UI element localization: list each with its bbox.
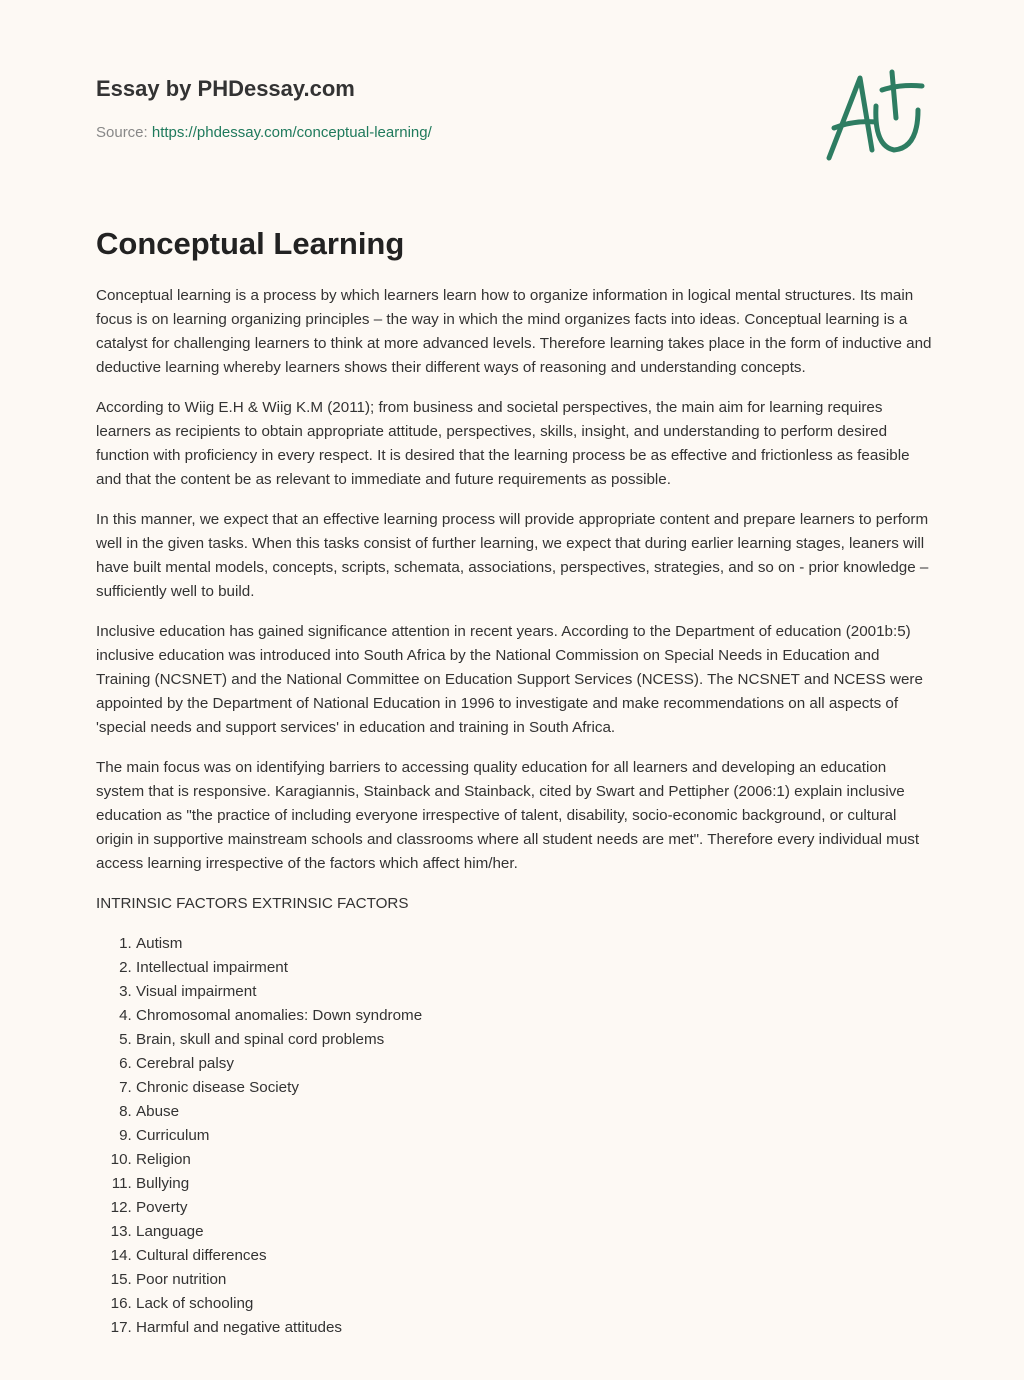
list-item: 11. Bullying bbox=[136, 1172, 932, 1196]
paragraph: Conceptual learning is a process by which learners learn how to organize information in logical mental structures. Its main focus is on learning organizing principles – the way in which the mind organizes facts into ideas. Conceptual learning is a catalyst for challenging learners to think at more advanced levels. Therefore learning takes place in the form of inductive and deductive learning whereby learners shows their different ways of reasoning and understanding concepts. bbox=[96, 287, 932, 376]
list-item: 13. Language bbox=[136, 1220, 932, 1244]
factors-heading: INTRINSIC FACTORS EXTRINSIC FACTORS bbox=[96, 895, 409, 912]
page-title: Conceptual Learning bbox=[96, 226, 405, 261]
list-item: 3. Visual impairment bbox=[136, 980, 932, 1004]
essay-body bbox=[96, 284, 932, 1340]
source-label: Source: bbox=[96, 124, 148, 141]
list-item: 7. Chronic disease Society bbox=[136, 1076, 932, 1100]
list-item: 14. Cultural differences bbox=[136, 1244, 932, 1268]
source-link[interactable]: https://phdessay.com/conceptual-learning/ bbox=[151, 124, 432, 141]
paragraph: The main focus was on identifying barriers to accessing quality education for all learners and developing an education system that is responsive. Karagiannis, Stainback and Stainback, cited by Swart and Pettipher (2006:1) explain inclusive education as "the practice of including everyone irrespective of talent, disability, socio-economic background, or cultural origin in supportive mainstream schools and classrooms where all student needs are met". Therefore every individual must access learning irrespective of the factors which affect him/her. bbox=[96, 759, 920, 872]
list-item: 6. Cerebral palsy bbox=[136, 1052, 932, 1076]
paragraph: Inclusive education has gained significance attention in recent years. According to the Department of education (2001b:5) inclusive education was introduced into South Africa by the National Commission on Special Needs in Education and Training (NCSNET) and the National Committee on Education Support Services (NCESS). The NCSNET and NCESS were appointed by the Department of National Education in 1996 to investigate and make recommendations on all aspects of 'special needs and support services' in education and training in South Africa. bbox=[96, 623, 923, 736]
brand-title: Essay by PHDessay.com bbox=[96, 76, 355, 101]
paragraph: In this manner, we expect that an effective learning process will provide appropriate content and prepare learners to perform well in the given tasks. When this tasks consist of further learning, we expect that during earlier learning stages, leaners will have built mental models, concepts, scripts, schemata, associations, perspectives, strategies, and so on - prior knowledge – sufficiently well to build. bbox=[96, 511, 929, 600]
source-line bbox=[96, 124, 432, 141]
list-item: 1. Autism bbox=[136, 932, 932, 956]
factors-list bbox=[96, 932, 932, 1340]
paragraph: According to Wiig E.H & Wiig K.M (2011); from business and societal perspectives, the main aim for learning requires learners as recipients to obtain appropriate attitude, perspectives, skills, insight, and understanding to perform desired function with proficiency in every respect. It is desired that the learning process be as effective and frictionless as feasible and that the content be as relevant to immediate and future requirements as possible. bbox=[96, 399, 910, 488]
list-item: 12. Poverty bbox=[136, 1196, 932, 1220]
list-item: 2. Intellectual impairment bbox=[136, 956, 932, 980]
list-item: 16. Lack of schooling bbox=[136, 1292, 932, 1316]
list-item: 9. Curriculum bbox=[136, 1124, 932, 1148]
list-item: 10. Religion bbox=[136, 1148, 932, 1172]
a-plus-logo-icon bbox=[820, 66, 930, 166]
list-item: 8. Abuse bbox=[136, 1100, 932, 1124]
list-item: 17. Harmful and negative attitudes bbox=[136, 1316, 932, 1340]
list-item: 4. Chromosomal anomalies: Down syndrome bbox=[136, 1004, 932, 1028]
list-item: 15. Poor nutrition bbox=[136, 1268, 932, 1292]
list-item: 5. Brain, skull and spinal cord problems bbox=[136, 1028, 932, 1052]
